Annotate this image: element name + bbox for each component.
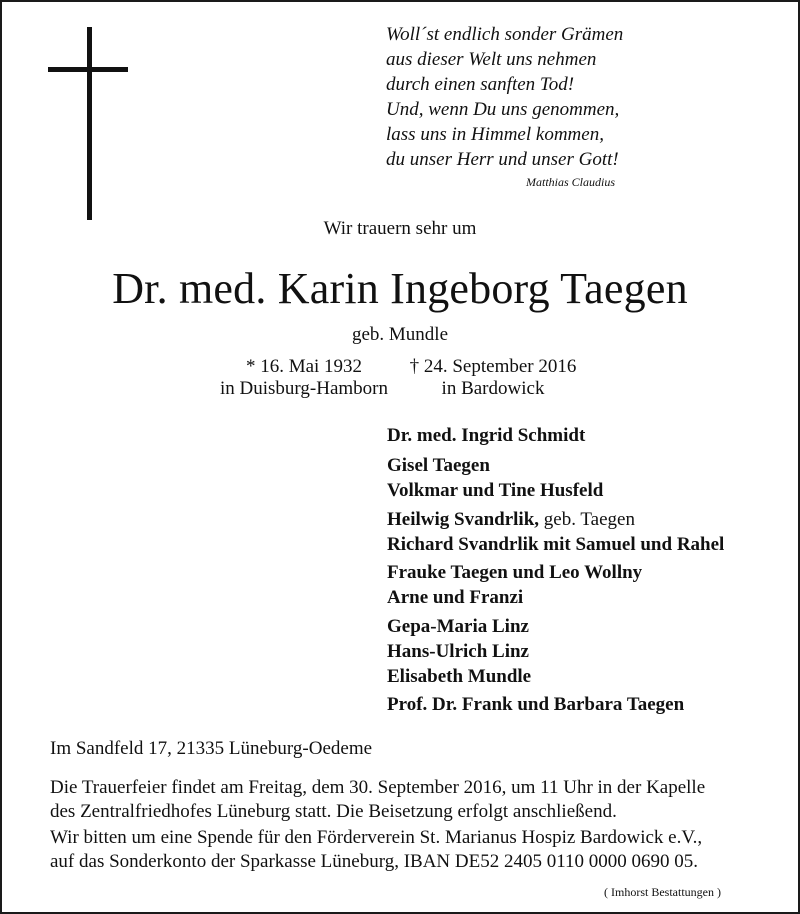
death-place: in Bardowick [441, 378, 545, 399]
ceremony-text [50, 776, 770, 824]
poem-line: du unser Herr und unser Gott! [386, 149, 619, 170]
mourner-name: Frauke Taegen und Leo Wollny [387, 562, 643, 583]
address: Im Sandfeld 17, 21335 Lüneburg-Oedeme [50, 738, 373, 759]
mourner-name: Dr. med. Ingrid Schmidt [387, 425, 586, 446]
poem-line: Und, wenn Du uns genommen, [386, 99, 620, 120]
mourner-group [387, 560, 787, 610]
ceremony-line: Die Trauerfeier findet am Freitag, dem 30. September 2016, um 11 Uhr in der Kapelle [50, 777, 706, 798]
mourner-group [387, 507, 787, 557]
donation-line: auf das Sonderkonto der Sparkasse Lüneburg, IBAN DE52 2405 0110 0000 0690 05. [50, 851, 699, 872]
poem-author: Matthias Claudius [526, 175, 616, 189]
mourner-name: Richard Svandrlik mit Samuel und Rahel [387, 534, 725, 555]
mourner-name: Hans-Ulrich Linz [387, 641, 529, 662]
mourner-name: Arne und Franzi [387, 587, 524, 608]
mourner-group [387, 453, 787, 503]
poem-line: lass uns in Himmel kommen, [386, 124, 604, 145]
deceased-name: Dr. med. Karin Ingeborg Taegen [112, 264, 688, 313]
death-info [408, 356, 578, 400]
death-date: † 24. September 2016 [409, 356, 577, 377]
cross-icon-crossbar [48, 67, 128, 72]
mourner-name: Elisabeth Mundle [387, 666, 532, 687]
mourner-name: Heilwig Svandrlik, [387, 509, 540, 530]
donation-text [50, 826, 770, 874]
mourner-name: Gepa-Maria Linz [387, 616, 529, 637]
poem-line: aus dieser Welt uns nehmen [386, 49, 597, 70]
poem-line: durch einen sanften Tod! [386, 74, 575, 95]
mourner-name: Gisel Taegen [387, 455, 490, 476]
birth-place: in Duisburg-Hamborn [220, 378, 388, 399]
mourner-line [387, 507, 787, 532]
birth-info [220, 356, 388, 400]
intro-text: Wir trauern sehr um [323, 218, 477, 239]
mourner-group [387, 423, 787, 448]
mourner-maiden: geb. Taegen [539, 509, 635, 530]
maiden-name: geb. Mundle [351, 324, 449, 345]
cross-icon [87, 27, 92, 220]
poem [386, 22, 686, 172]
undertaker-credit: ( Imhorst Bestattungen ) [604, 885, 721, 899]
ceremony-line: des Zentralfriedhofes Lüneburg statt. Die Beisetzung erfolgt anschließend. [50, 801, 617, 822]
birth-date: * 16. Mai 1932 [245, 356, 363, 377]
donation-line: Wir bitten um eine Spende für den Förderverein St. Marianus Hospiz Bardowick e.V., [50, 827, 703, 848]
mourner-group [387, 692, 787, 717]
mourner-group [387, 614, 787, 689]
mourner-name: Volkmar und Tine Husfeld [387, 480, 604, 501]
poem-line: Woll´st endlich sonder Grämen [386, 24, 624, 45]
mourner-name: Prof. Dr. Frank und Barbara Taegen [387, 694, 685, 715]
